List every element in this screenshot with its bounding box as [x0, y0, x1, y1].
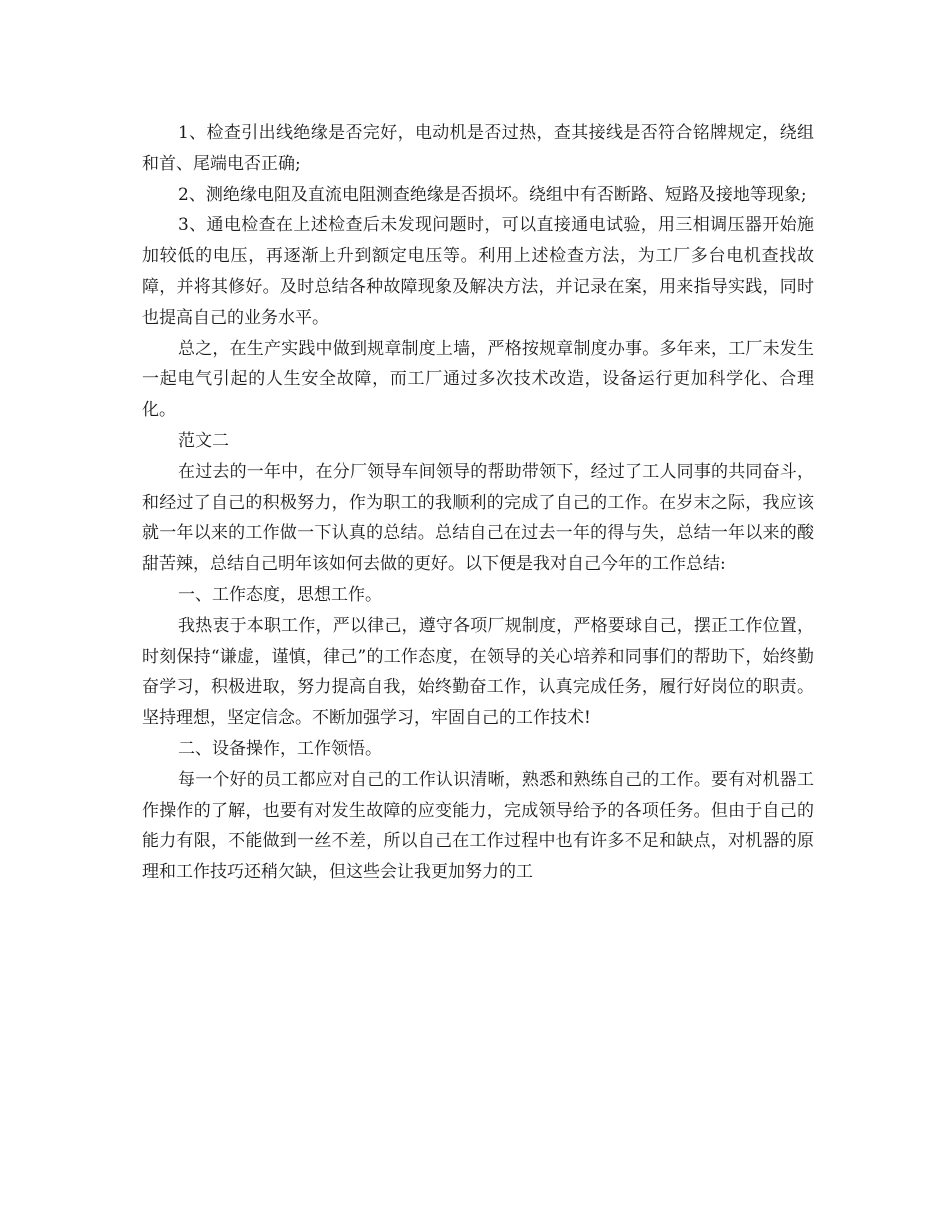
section-heading-work-attitude: 一、工作态度，思想工作。	[178, 584, 382, 605]
paragraph-work-attitude: 我热衷于本职工作，严以律己，遵守各项厂规制度，严格要球自己，摆正工作位置，时刻保持“谦虚，谨慎，律己”的工作态度，在领导的关心培养和同事们的帮助下，始终勤奋学习，积极进取，努力提高自我，始终勤奋工作，认真完成任务，履行好岗位的职责。坚持理想，坚定信念。不断加强学习，牢固自己的工作技术!	[142, 615, 814, 729]
paragraph-power-on-test: 3、通电检查在上述检查后未发现问题时，可以直接通电试验，用三相调压器开始施加较低的电压，再逐渐上升到额定电压等。利用上述检查方法，为工厂多台电机查找故障，并将其修好。及时总结各种故障现象及解决方法，并记录在案，用来指导实践，同时也提高自己的业务水平。	[142, 215, 814, 328]
paragraph-year-overview: 在过去的一年中，在分厂领导车间领导的帮助带领下，经过了工人同事的共同奋斗，和经过了自己的积极努力，作为职工的我顺利的完成了自己的工作。在岁末之际，我应该就一年以来的工作做一下认真的总结。总结自己在过去一年的得与失，总结一年以来的酸甜苦辣，总结自己明年该如何去做的更好。以下便是我对自己今年的工作总结:	[142, 461, 814, 575]
paragraph-conclusion: 总之，在生产实践中做到规章制度上墙，严格按规章制度办事。多年来，工厂未发生一起电气引起的人生安全故障，而工厂通过多次技术改造，设备运行更加科学化、合理化。	[142, 338, 814, 421]
paragraph-equipment-operation: 每一个好的员工都应对自己的工作认识清晰，熟悉和熟练自己的工作。要有对机器工作操作的了解，也要有对发生故障的应变能力，完成领导给予的各项任务。但由于自己的能力有限，不能做到一丝不差，所以自己在工作过程中也有许多不足和缺点，对机器的原理和工作技巧还稍欠缺，但这些会让我更加努力的工	[142, 769, 814, 883]
document-page	[142, 118, 814, 888]
paragraph-insulation-resistance: 2、测绝缘电阻及直流电阻测查绝缘是否损坏。绕组中有否断路、短路及接地等现象;	[178, 184, 807, 205]
paragraph-check-lead-insulation: 1、检查引出线绝缘是否完好，电动机是否过热，查其接线是否符合铭牌规定，绕组和首、尾端电否正确;	[142, 123, 814, 174]
section-heading-equipment-operation: 二、设备操作，工作领悟。	[178, 738, 382, 759]
section-heading-sample-two: 范文二	[178, 430, 229, 451]
